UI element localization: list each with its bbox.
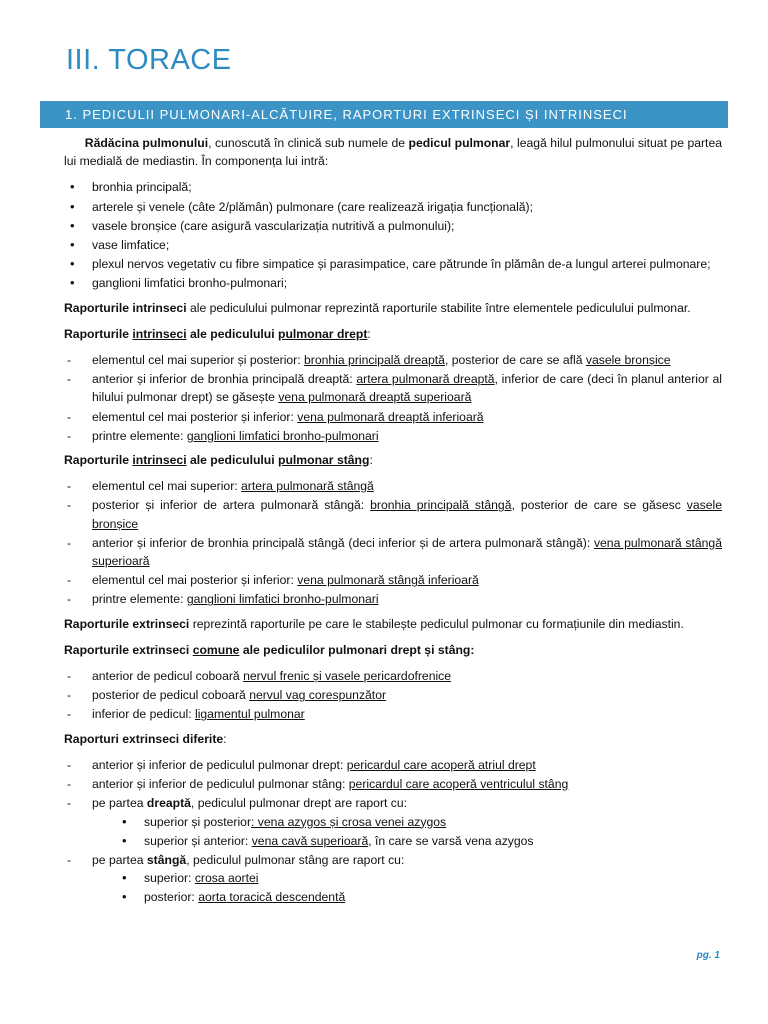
list-item: • plexul nervos vegetativ cu fibre simpatice și parasimpatice, care pătrunde în plămân de-a lungul arterei pulmonare; xyxy=(64,255,722,273)
page-number: pg. 1 xyxy=(696,950,720,961)
list-item: • superior: crosa aortei xyxy=(116,869,722,887)
list-item: - anterior și inferior de pediculul pulmonar drept: pericardul care acoperă atriul drept xyxy=(64,756,722,774)
list-item: - pe partea stângă, pediculul pulmonar stâng are raport cu: • superior: crosa aortei • posterior: aorta toracică descendentă xyxy=(64,851,722,907)
sublist-dreapta xyxy=(116,813,722,850)
list-item: - printre elemente: ganglioni limfatici bronho-pulmonari xyxy=(64,590,722,608)
comune-heading: Raporturile extrinseci comune ale pediculilor pulmonari drept și stâng: xyxy=(64,642,475,657)
intro-paragraph: Rădăcina pulmonului, cunoscută în clinică sub numele de pedicul pulmonar, leagă hilul pulmonului situat pe partea lui medială de mediastin. În componența lui intră: xyxy=(64,136,723,169)
list-item: • bronhia principală; xyxy=(64,178,722,196)
page-title: III. TORACE xyxy=(66,44,232,76)
list-item: - anterior și inferior de bronhia principală dreaptă: artera pulmonară dreaptă, inferior de care (deci în planul anterior al hilului pulmonar drept) se găsește vena pulmonară dreaptă superioară xyxy=(64,370,722,406)
list-item: • vasele bronșice (care asigură vascularizația nutritivă a pulmonului); xyxy=(64,217,722,235)
list-item: - anterior și inferior de bronhia principală stângă (deci inferior și de artera pulmonară stângă): vena pulmonară stângă superioară xyxy=(64,534,722,570)
list-item: - pe partea dreaptă, pediculul pulmonar drept are raport cu: • superior și posterior: vena azygos și crosa venei azygos • superior și anterior: vena cavă superioară, în care se varsă vena azygos xyxy=(64,794,722,850)
stang-list xyxy=(64,477,722,608)
list-item: - printre elemente: ganglioni limfatici bronho-pulmonari xyxy=(64,427,722,445)
intrinseci-paragraph: Raporturile intrinseci ale pediculului pulmonar reprezintă raporturile stabilite între elementele pediculului pulmonar. xyxy=(64,300,691,315)
list-item: - posterior de pedicul coboară nervul vag corespunzător xyxy=(64,686,722,704)
list-item: - elementul cel mai posterior și inferior: vena pulmonară dreaptă inferioară xyxy=(64,408,722,426)
list-item: • posterior: aorta toracică descendentă xyxy=(116,888,722,906)
list-item: - elementul cel mai superior: artera pulmonară stângă xyxy=(64,477,722,495)
sublist-stanga xyxy=(116,869,722,906)
drept-list xyxy=(64,351,722,445)
list-item: - posterior și inferior de artera pulmonară stângă: bronhia principală stângă, posterior de care se găsesc vasele bronșice xyxy=(64,496,722,532)
list-item: - elementul cel mai superior și posterior: bronhia principală dreaptă, posterior de care se află vasele bronșice xyxy=(64,351,722,369)
stang-heading: Raporturile intrinseci ale pediculului pulmonar stâng: xyxy=(64,453,373,468)
list-item: • arterele și venele (câte 2/plămân) pulmonare (care realizează irigația funcțională); xyxy=(64,198,722,216)
list-item: - anterior și inferior de pediculul pulmonar stâng: pericardul care acoperă ventriculul stâng xyxy=(64,775,722,793)
extrinseci-paragraph: Raporturile extrinseci reprezintă raporturile pe care le stabilește pediculul pulmonar cu formațiunile din mediastin. xyxy=(64,616,684,631)
bold-term: Rădăcina pulmonului xyxy=(84,136,209,150)
list-item: - inferior de pedicul: ligamentul pulmonar xyxy=(64,705,722,723)
document-body xyxy=(64,134,722,913)
list-item: - elementul cel mai posterior și inferior: vena pulmonară stângă inferioară xyxy=(64,571,722,589)
drept-heading: Raporturile intrinseci ale pediculului pulmonar drept: xyxy=(64,326,371,341)
list-item: • superior și posterior: vena azygos și crosa venei azygos xyxy=(116,813,722,831)
section-heading-bar: 1. PEDICULII PULMONARI-ALCĂTUIRE, RAPORTURI EXTRINSECI ȘI INTRINSECI xyxy=(40,101,728,128)
comune-list xyxy=(64,667,722,724)
list-item: • vase limfatice; xyxy=(64,236,722,254)
bold-term: pedicul pulmonar xyxy=(408,136,511,150)
components-list xyxy=(64,178,722,292)
list-item: - anterior de pedicul coboară nervul frenic și vasele pericardofrenice xyxy=(64,667,722,685)
diferite-heading: Raporturi extrinseci diferite: xyxy=(64,731,227,746)
list-item: • ganglioni limfatici bronho-pulmonari; xyxy=(64,274,722,292)
list-item: • superior și anterior: vena cavă superioară, în care se varsă vena azygos xyxy=(116,832,722,850)
diferite-list xyxy=(64,756,722,907)
